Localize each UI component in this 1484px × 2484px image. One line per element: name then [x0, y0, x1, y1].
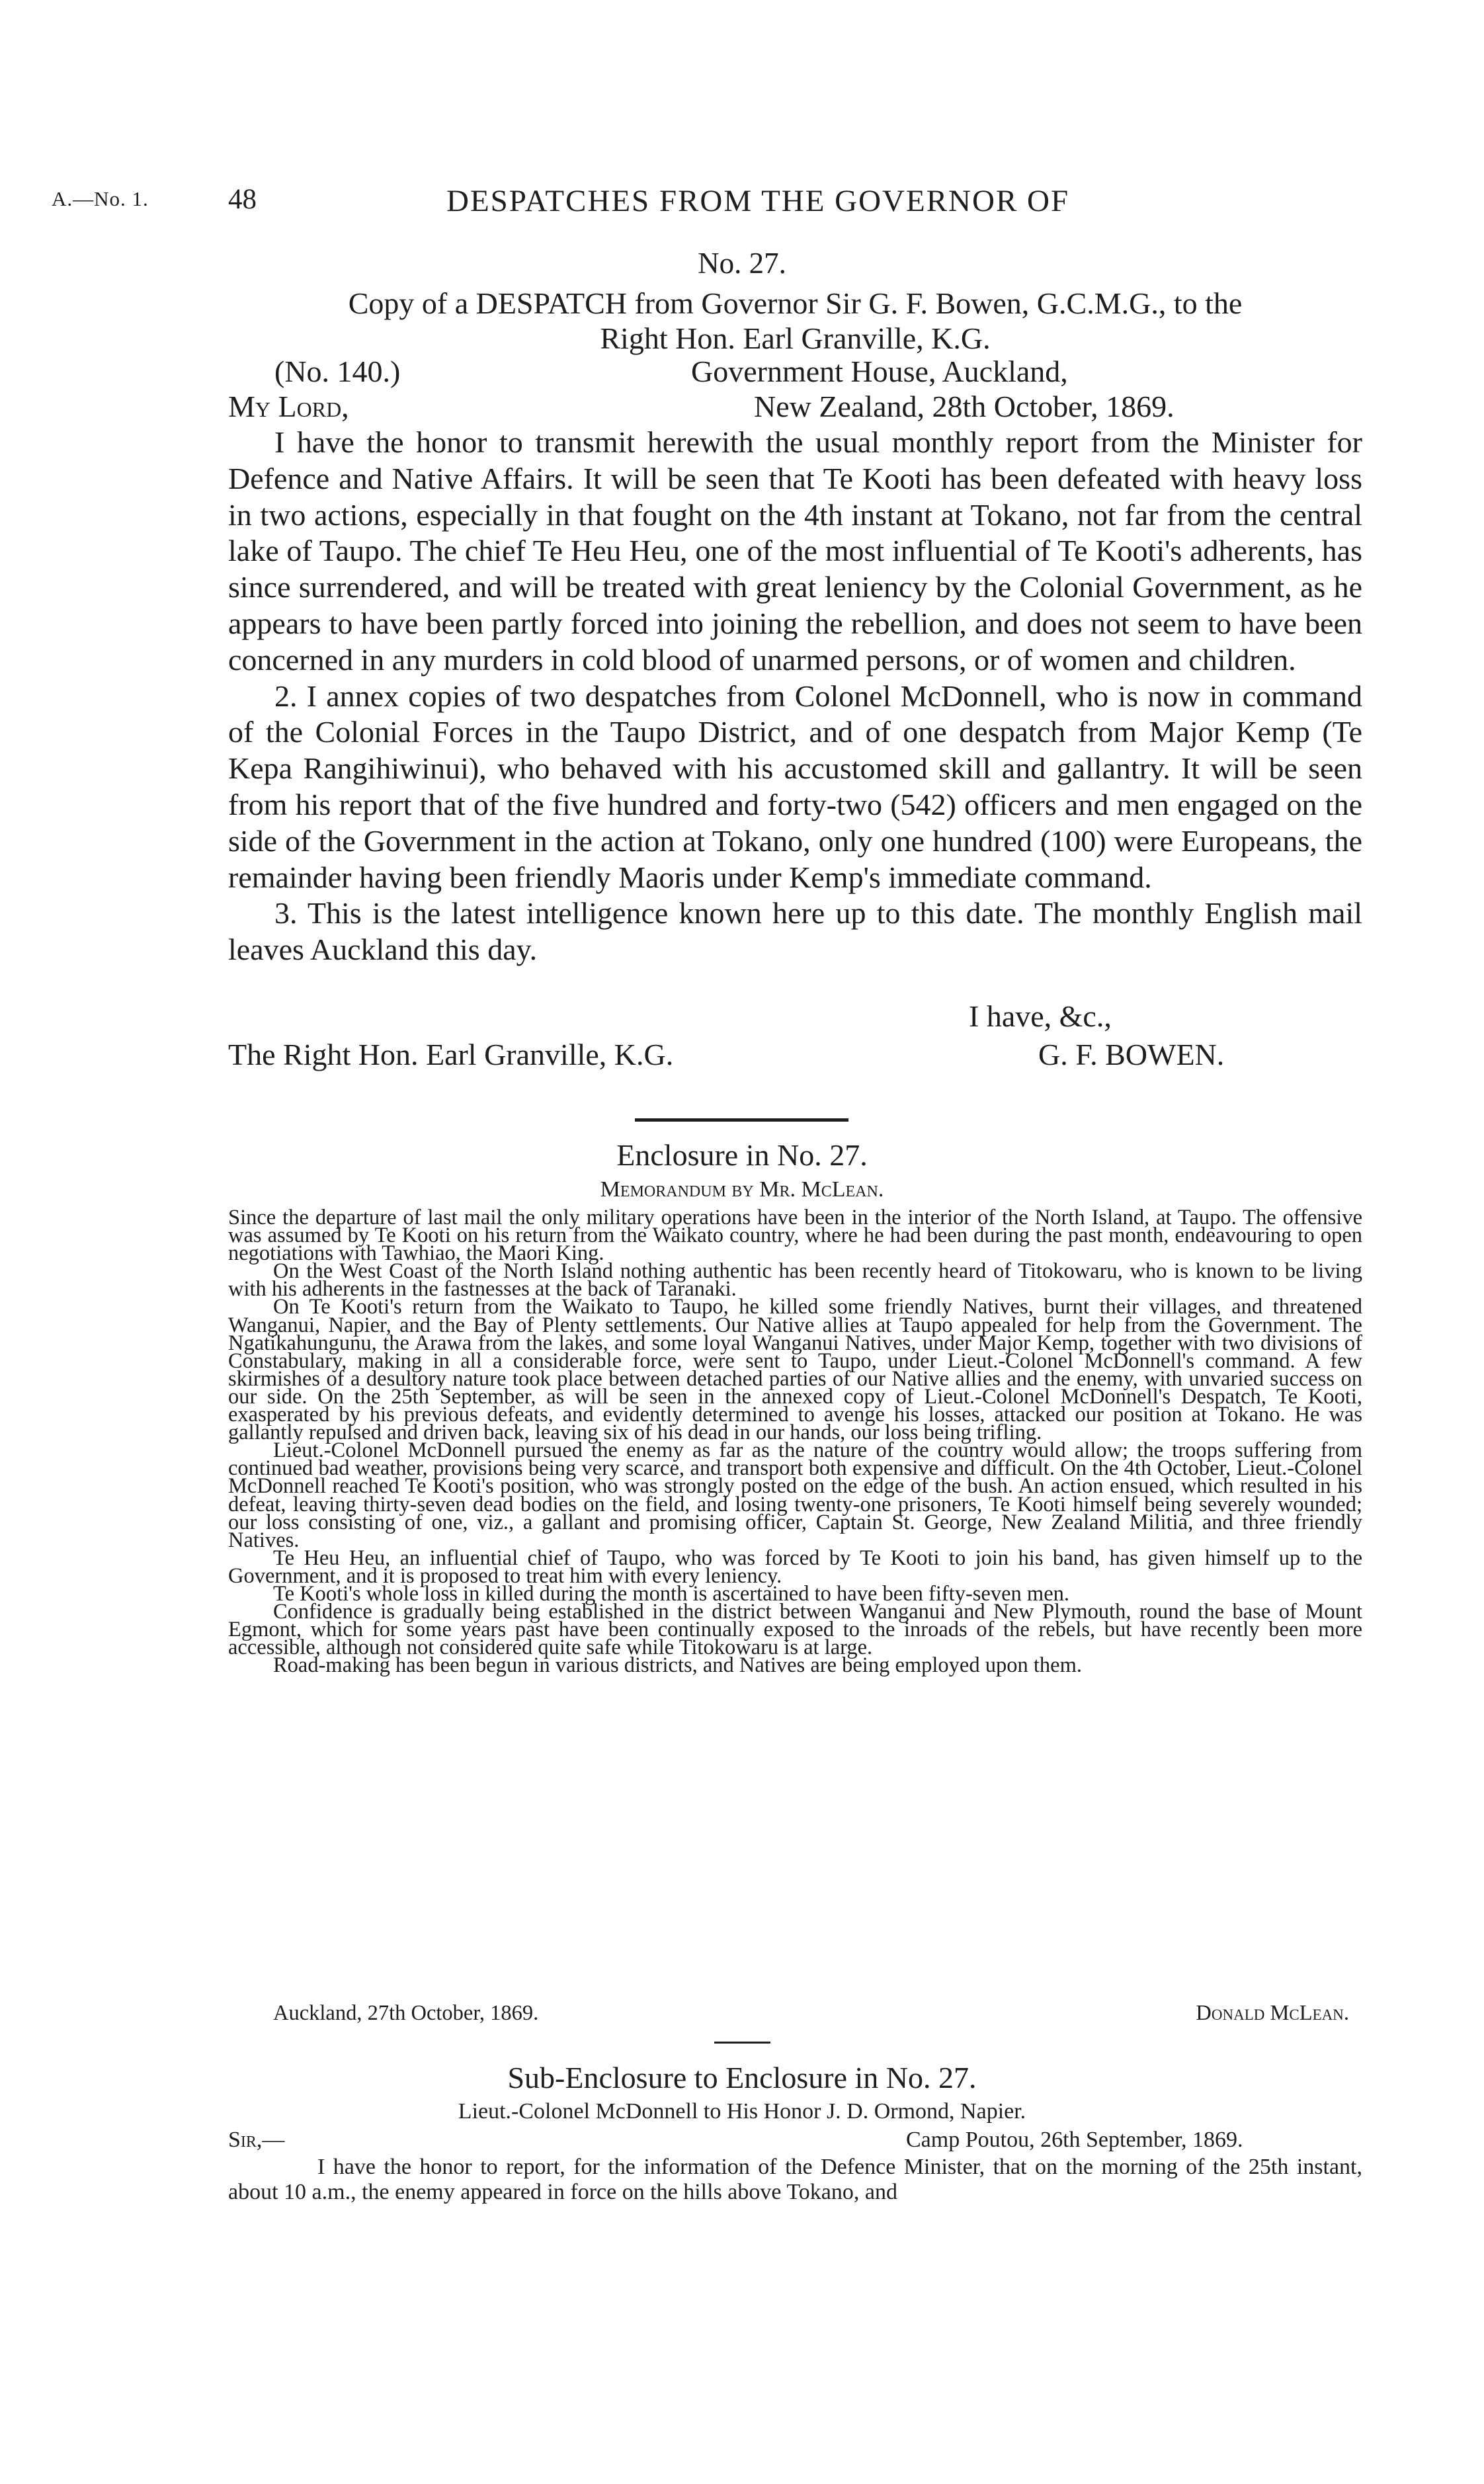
addressee: The Right Hon. Earl Granville, K.G. — [228, 1038, 674, 1071]
memo-paragraph: Lieut.-Colonel McDonnell pursued the enemy as far as the nature of the country would allow; the troops suffering from continued bad weather, provisions being very scarce, and transport both expensive and difficult. On the 4th October, Lieut.-Colonel McDonnell reached Te Kooti's position, who was strongly posted on the edge of the bush. An action ensued, which resulted in his defeat, leaving thirty-seven dead bodies on the field, and losing twenty-one prisoners, Te Kooti himself being severely wounded; our loss consisting of one, viz., a gallant and promising officer, Captain St. George, New Zealand Militia, and three friendly Natives. — [228, 1438, 1362, 1552]
memo-paragraph: Confidence is gradually being established in the district between Wanganui and New Plymouth, round the base of Mount Egmont, which for some years past have been continually exposed to the inroads of the rebels, but have recently been more accessible, although not considered quite safe while Titokowaru is at large. — [228, 1600, 1362, 1660]
sub-enclosure-title: Sub-Enclosure to Enclosure in No. 27. — [507, 2061, 977, 2094]
letter-title: Lieut.-Colonel McDonnell to His Honor J. D. Ormond, Napier. — [458, 2099, 1026, 2124]
despatch-heading — [228, 286, 1362, 356]
section-divider — [635, 1118, 848, 1122]
memo-paragraph: Since the departure of last mail the only military operations have been in the interior of the North Island, at Taupo. The offensive was assumed by Te Kooti on his return from the Waikato country, where he had been during the past month, endeavouring to open negotiations with Tawhiao, the Maori King. — [228, 1206, 1362, 1266]
letter-body — [228, 2155, 1362, 2205]
memo-place-date: Auckland, 27th October, 1869. — [273, 2001, 539, 2025]
memo-paragraph: On Te Kooti's return from the Waikato to Taupo, he killed some friendly Natives, burnt their villages, and threatened Wanganui, Napier, and the Bay of Plenty settlements. Our Native allies at Taupo appealed for help from the Government. The Ngatikahungunu, the Arawa from the lakes, and some loyal Wanganui Natives, under Major Kemp, together with two divisions of Constabulary, making in all a considerable force, were sent to Taupo, under Lieut.-Colonel McDonnell's command. A few skirmishes of a desultory nature took place between detached parties of our Native allies and the enemy, with unvaried success on our side. On the 25th September, as will be seen in the annexed copy of Lieut.-Colonel McDonnell's Despatch, Te Kooti, exasperated by his previous defeats, and evidently determined to avenge his losses, attacked our position at Tokano. He was gallantly repulsed and driven back, leaving six of his dead in our hands, our loss being trifling. — [228, 1295, 1362, 1445]
despatch-paragraph: I have the honor to transmit herewith the usual monthly report from the Minister for Defence and Native Affairs. It will be seen that Te Kooti has been defeated with heavy loss in two actions, especially in that fought on the 4th instant at Tokano, not far from the central lake of Taupo. The chief Te Heu Heu, one of the most influential of Te Kooti's adherents, has since surrendered, and will be treated with great leniency by the Colonial Government, as he appears to have been partly forced into joining the rebellion, and does not seem to have been concerned in any murders in cold blood of unarmed persons, or of women and children. — [228, 425, 1362, 677]
closing-formula: I have, &c., — [969, 999, 1112, 1033]
despatch-paragraph: 2. I annex copies of two despatches from Colonel McDonnell, who is now in command of the Colonial Forces in the Taupo District, and of one despatch from Major Kemp (Te Kepa Rangihiwinui), who behaved with his accustomed skill and gallantry. It will be seen from his report that of the five hundred and forty-two (542) officers and men engaged on the side of the Government in the action at Tokano, only one hundred (100) were Europeans, the remainder having been friendly Maoris under Kemp's immediate command. — [228, 679, 1362, 894]
signature: G. F. BOWEN. — [1038, 1038, 1225, 1071]
despatch-place: Government House, Auckland, — [691, 354, 1068, 388]
memo-paragraph: Te Heu Heu, an influential chief of Taupo, who was forced by Te Kooti to join his band, has given himself up to the Government, and it is proposed to treat him with every leniency. — [228, 1546, 1362, 1588]
despatch-paragraph: 3. This is the latest intelligence known here up to this date. The monthly English mail leaves Auckland this day. — [228, 896, 1362, 967]
memo-paragraph: Road-making has been begun in various districts, and Natives are being employed upon them. — [273, 1653, 1082, 1678]
memo-signer: Donald McLean. — [1196, 2001, 1349, 2025]
despatch-heading-line1: Copy of a DESPATCH from Governor Sir G. F. Bowen, G.C.M.G., to the — [348, 286, 1243, 320]
despatch-number: No. 27. — [698, 247, 786, 280]
memorandum-title: Memorandum by Mr. McLean. — [600, 1177, 884, 1202]
letter-salutation: Sir,— — [228, 2128, 285, 2152]
memo-paragraph: On the West Coast of the North Island nothing authentic has been recently heard of Titokowaru, who is known to be living with his adherents in the fastnesses at the back of Taranaki. — [228, 1259, 1362, 1302]
despatch-body — [228, 425, 1362, 968]
header-reference: A.—No. 1. — [52, 187, 149, 210]
memo-paragraph: Te Kooti's whole loss in killed during the month is ascertained to have been fifty-seven men. — [273, 1581, 1069, 1606]
memorandum-body — [228, 1206, 1362, 1678]
section-divider — [714, 2042, 770, 2044]
despatch-heading-line2: Right Hon. Earl Granville, K.G. — [600, 321, 991, 355]
page-number: 48 — [228, 184, 257, 215]
enclosure-title: Enclosure in No. 27. — [616, 1138, 868, 1172]
salutation: My Lord, — [228, 390, 349, 423]
letter-camp-date: Camp Poutou, 26th September, 1869. — [906, 2128, 1243, 2152]
running-title: DESPATCHES FROM THE GOVERNOR OF — [446, 184, 1070, 218]
letter-paragraph: I have the honor to report, for the information of the Defence Minister, that on the morning of the 25th instant, about 10 a.m., the enemy appeared in force on the hills above Tokano, and — [228, 2155, 1362, 2204]
despatch-date: New Zealand, 28th October, 1869. — [754, 390, 1175, 423]
despatch-ref-no: (No. 140.) — [274, 354, 401, 388]
